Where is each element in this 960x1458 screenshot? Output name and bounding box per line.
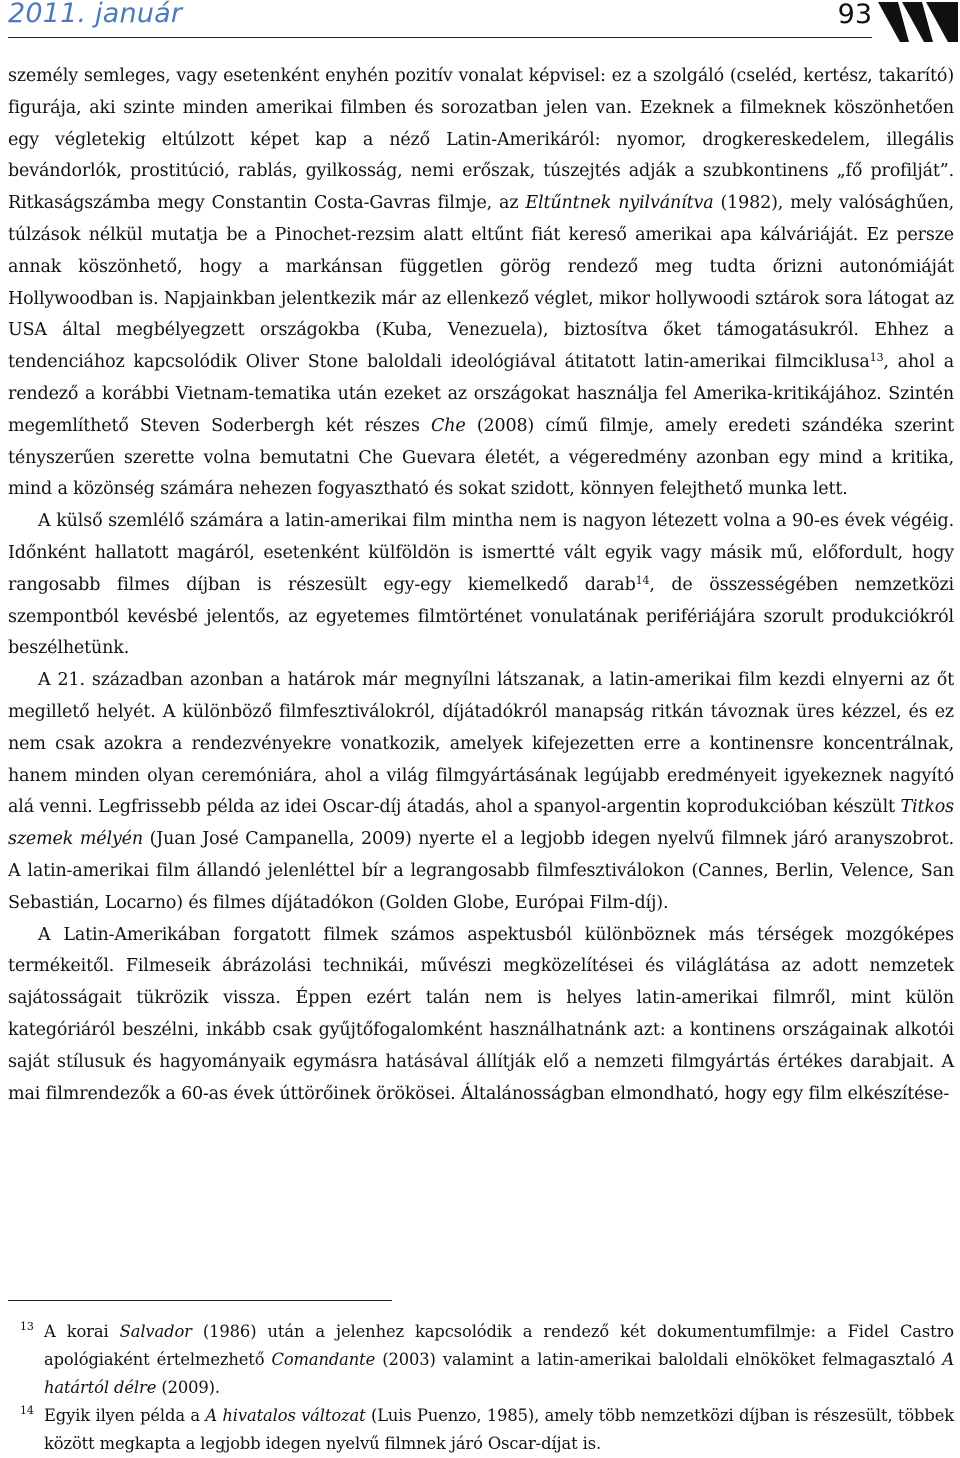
text-run: személy semleges, vagy esetenként enyhén pozitív vonalat képvisel: ez a szolgáló (cseléd, kertész, takarító) figurája, aki szinte minden amerikai filmben és sorozatban jelen van. Ezeknek a filmeknek köszönhetően egy végletekig eltúlzott képet kap a néző Latin-Amerikáról: nyomor, drogkereskedelem, illegális bevándorlók, prostitúció, rablás, gyilkosság, nemi erőszak, túszejtés adják a szubkontinens „fő profilját”. Ritkaságszámba megy Constantin Costa-Gavras filmje, az	[8, 66, 954, 214]
journal-logo-mark	[878, 2, 958, 42]
article-body	[8, 61, 954, 1110]
text-run: (2003) valamint a latin-amerikai baloldali elnököket felmagasztaló	[375, 1350, 943, 1369]
footnote-reference: 14	[635, 573, 650, 587]
text-run: (Juan José Campanella, 2009) nyerte el a legjobb idegen nyelvű filmnek járó aranyszobrot. A latin-amerikai film állandó jelenléttel bír a legrangosabb filmfesztiválokon (Cannes, Berlin, Velence, San Sebastián, Locarno) és filmes díjátadókon (Golden Globe, Európai Film-díj).	[8, 829, 954, 913]
footnote	[8, 1402, 954, 1458]
running-header	[8, 0, 960, 42]
italic-title: Titkos szemek mélyén	[8, 797, 954, 850]
italic-title: Eltűntnek nyilvánítva	[525, 193, 714, 214]
paragraph	[8, 506, 954, 665]
text-run: (2008) című filmje, amely eredeti szándéka szerint tényszerűen szerette volna bemutatni Che Guevara életét, a végeredmény azonban egy mind a kritika, mind a közönség számára nehezen fogyasztható és sokat szidott, könnyen felejthető munka lett.	[8, 415, 955, 500]
footnote-reference: 13	[869, 351, 884, 365]
text-run: (Luis Puenzo, 1985), amely több nemzetközi díjban is részesült, többek között megkapta a legjobb idegen nyelvű filmnek járó Oscar-díjat is.	[44, 1406, 954, 1453]
text-run: (2009).	[156, 1378, 220, 1397]
text-run: A külső szemlélő számára a latin-amerikai film mintha nem is nagyon létezett volna a 90-es évek végéig. Időnként hallatott magáról, esetenként külföldön is ismertté vált egyik vagy másik mű, előfordult, hogy rangosabb filmes díjban is részesült egy-egy kiemelkedő darab	[8, 511, 954, 595]
paragraph	[8, 665, 954, 919]
text-run: A 21. században azonban a határok már megnyílni látszanak, a latin-amerikai film kezdi elnyerni az őt megillető helyét. A különböző filmfesztiválokról, díjátadókról manapság ritkán távoznak üres kézzel, és ez nem csak azokra a rendezvényekre vonatkozik, amelyek kifejezetten erre a kontinensre koncentrálnak, hanem minden olyan ceremóniára, ahol a világ filmgyártásának legújabb eredményeit igyekeznek nagyító alá venni. Legfrissebb példa az idei Oscar-díj átadás, ahol a spanyol-argentin koprodukcióban készült	[8, 670, 954, 818]
footnote-number: 13	[20, 1320, 34, 1333]
text-run: (1986) után a jelenhez kapcsolódik a rendező két dokumentumfilmje: a Fidel Castro apológiaként értelmezhető	[44, 1322, 954, 1369]
italic-title: Che	[431, 415, 466, 436]
text-run: Egyik ilyen példa a	[44, 1406, 206, 1425]
italic-title: Comandante	[271, 1350, 376, 1369]
footnote-number: 14	[20, 1404, 34, 1417]
text-run: (1982), mely valósághűen, túlzások nélkül mutatja be a Pinochet-rezsim alatt eltűnt fiát kereső amerikai apa kálváriáját. Ez persze annak köszönhető, hogy a markánsan független görög rendező meg tudta őrizni autonómiáját Hollywoodban is. Napjainkban jelentkezik már az ellenkező véglet, mikor hollywoodi sztárok sora látogat az USA által megbélyegzett országokba (Kuba, Venezuela), biztosítva őket támogatásukról. Ehhez a tendenciához kapcsolódik Oliver Stone baloldali ideológiával átitatott latin-amerikai filmciklusa	[8, 193, 955, 373]
paragraph	[8, 61, 954, 506]
text-run: , de összességében nemzetközi szempontból kevésbé jelentős, az egyetemes filmtörténet vonulatának perifériájára szorult produkciókról beszélhetünk.	[8, 574, 954, 659]
italic-title: A határtól délre	[44, 1350, 954, 1397]
italic-title: Salvador	[119, 1322, 192, 1341]
footnotes	[8, 1318, 954, 1458]
text-run: A korai	[44, 1322, 120, 1341]
header-rule	[8, 37, 872, 38]
text-run: , ahol a rendező a korábbi Vietnam-tematika után ezeket az országokat használja fel Amerika-kritikájához. Szintén megemlíthető Steven Soderbergh két részes	[8, 352, 954, 436]
issue-date: 2011. január	[8, 0, 183, 29]
footnote-separator	[8, 1300, 392, 1301]
text-run: A Latin-Amerikában forgatott filmek számos aspektusból különböznek más térségek mozgóképes termékeitől. Filmeseik ábrázolási technikái, művészi megközelítései és világlátása az adott nemzetek sajátosságait tükrözik vissza. Éppen ezért talán nem is helyes latin-amerikai filmről, mint külön kategóriáról beszélni, inkább csak gyűjtőfogalomként használhatnánk azt: a kontinens országainak alkotói saját stílusuk és hagyományaik egymásra hatásával állítják elő a nemzeti filmgyártás értékes darabjait. A mai filmrendezők a 60-as évek úttörőinek örökösei. Általánosságban elmondható, hogy egy film elkészítése-	[8, 924, 954, 1104]
footnote	[8, 1318, 954, 1402]
paragraph	[8, 920, 954, 1111]
italic-title: A hivatalos változat	[205, 1406, 366, 1425]
page-number: 93	[837, 0, 872, 30]
